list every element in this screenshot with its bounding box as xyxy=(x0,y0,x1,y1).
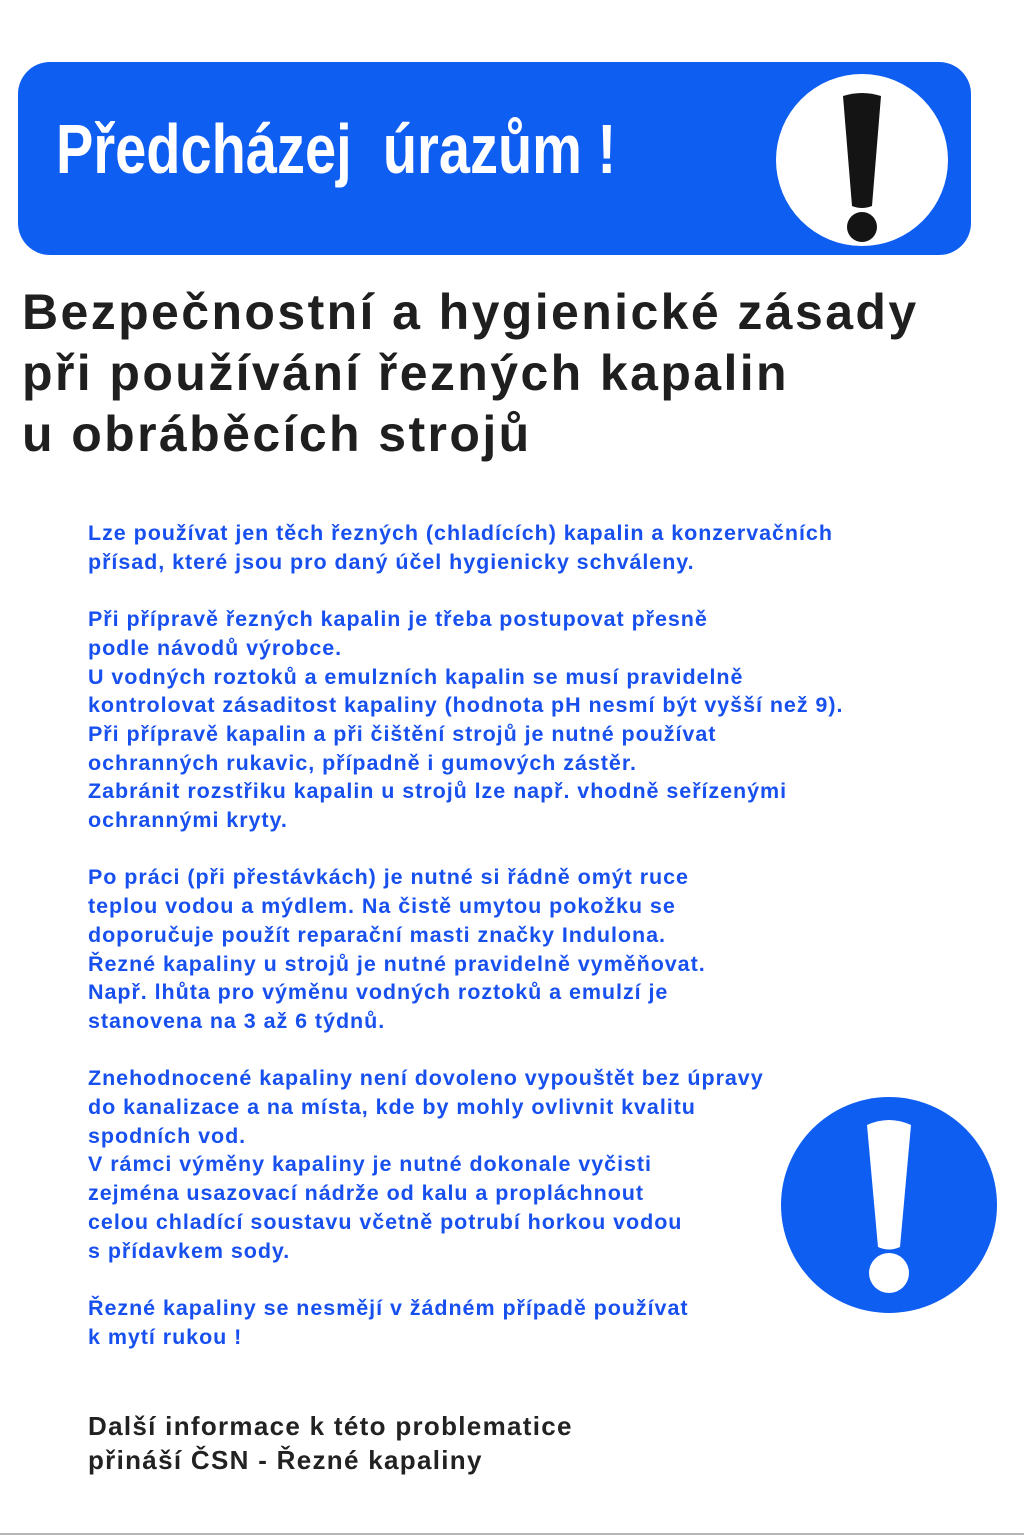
text-line: Řezné kapaliny u strojů je nutné pravidelně vyměňovat. xyxy=(88,951,706,976)
text-line: ochranných rukavic, případně i gumových zástěr. xyxy=(88,750,637,775)
page-heading xyxy=(22,282,1012,465)
text-line: s přídavkem sody. xyxy=(88,1238,291,1263)
paragraph-approved-fluids xyxy=(88,519,968,576)
text-line: Znehodnocené kapaliny není dovoleno vypouštět bez úpravy xyxy=(88,1066,764,1091)
footer-reference xyxy=(88,1409,573,1477)
text-line: celou chladící soustavu včetně potrubí horkou vodou xyxy=(88,1209,683,1234)
text-line: doporučuje použít reparační masti značky Indulona. xyxy=(88,922,666,947)
heading-line: při používání řezných kapalin xyxy=(22,345,789,401)
footer-line: Další informace k této problematice xyxy=(88,1411,573,1441)
exclamation-icon xyxy=(776,74,948,246)
text-line: Po práci (při přestávkách) je nutné si řádně omýt ruce xyxy=(88,865,689,890)
heading-line: u obráběcích strojů xyxy=(22,406,532,462)
banner-title: Předcházej úrazům ! xyxy=(56,110,617,188)
text-line: Při přípravě kapalin a při čištění strojů je nutné používat xyxy=(88,721,717,746)
text-line: U vodných roztoků a emulzních kapalin se musí pravidelně xyxy=(88,664,744,689)
paragraph-preparation xyxy=(88,605,968,835)
text-line: V rámci výměny kapaliny je nutné dokonale vyčisti xyxy=(88,1152,652,1177)
text-line: ochrannými kryty. xyxy=(88,808,288,833)
text-line: přísad, které jsou pro daný účel hygienicky schváleny. xyxy=(88,549,695,574)
text-line: Např. lhůta pro výměnu vodných roztoků a emulzí je xyxy=(88,980,669,1005)
text-line: do kanalizace a na místa, kde by mohly ovlivnit kvalitu xyxy=(88,1095,696,1120)
footer-line: přináší ČSN - Řezné kapaliny xyxy=(88,1445,483,1475)
text-line: Řezné kapaliny se nesmějí v žádném případě používat xyxy=(88,1295,689,1320)
text-line: spodních vod. xyxy=(88,1123,247,1148)
text-line: teplou vodou a mýdlem. Na čistě umytou pokožku se xyxy=(88,894,676,919)
text-line: podle návodů výrobce. xyxy=(88,635,343,660)
text-line: k mytí rukou ! xyxy=(88,1324,243,1349)
text-line: Při přípravě řezných kapalin je třeba postupovat přesně xyxy=(88,607,708,632)
heading-line: Bezpečnostní a hygienické zásady xyxy=(22,284,919,340)
bottom-divider xyxy=(0,1533,1024,1535)
text-line: zejména usazovací nádrže od kalu a propláchnout xyxy=(88,1181,644,1206)
text-line: kontrolovat zásaditost kapaliny (hodnota pH nesmí být vyšší než 9). xyxy=(88,693,844,718)
paragraph-hygiene xyxy=(88,863,968,1035)
text-line: Zabránit rozstřiku kapalin u strojů lze např. vhodně seřízenými xyxy=(88,779,788,804)
text-line: Lze používat jen těch řezných (chladících) kapalin a konzervačních xyxy=(88,521,833,545)
text-line: stanovena na 3 až 6 týdnů. xyxy=(88,1008,386,1033)
exclamation-circle-icon xyxy=(781,1097,997,1313)
